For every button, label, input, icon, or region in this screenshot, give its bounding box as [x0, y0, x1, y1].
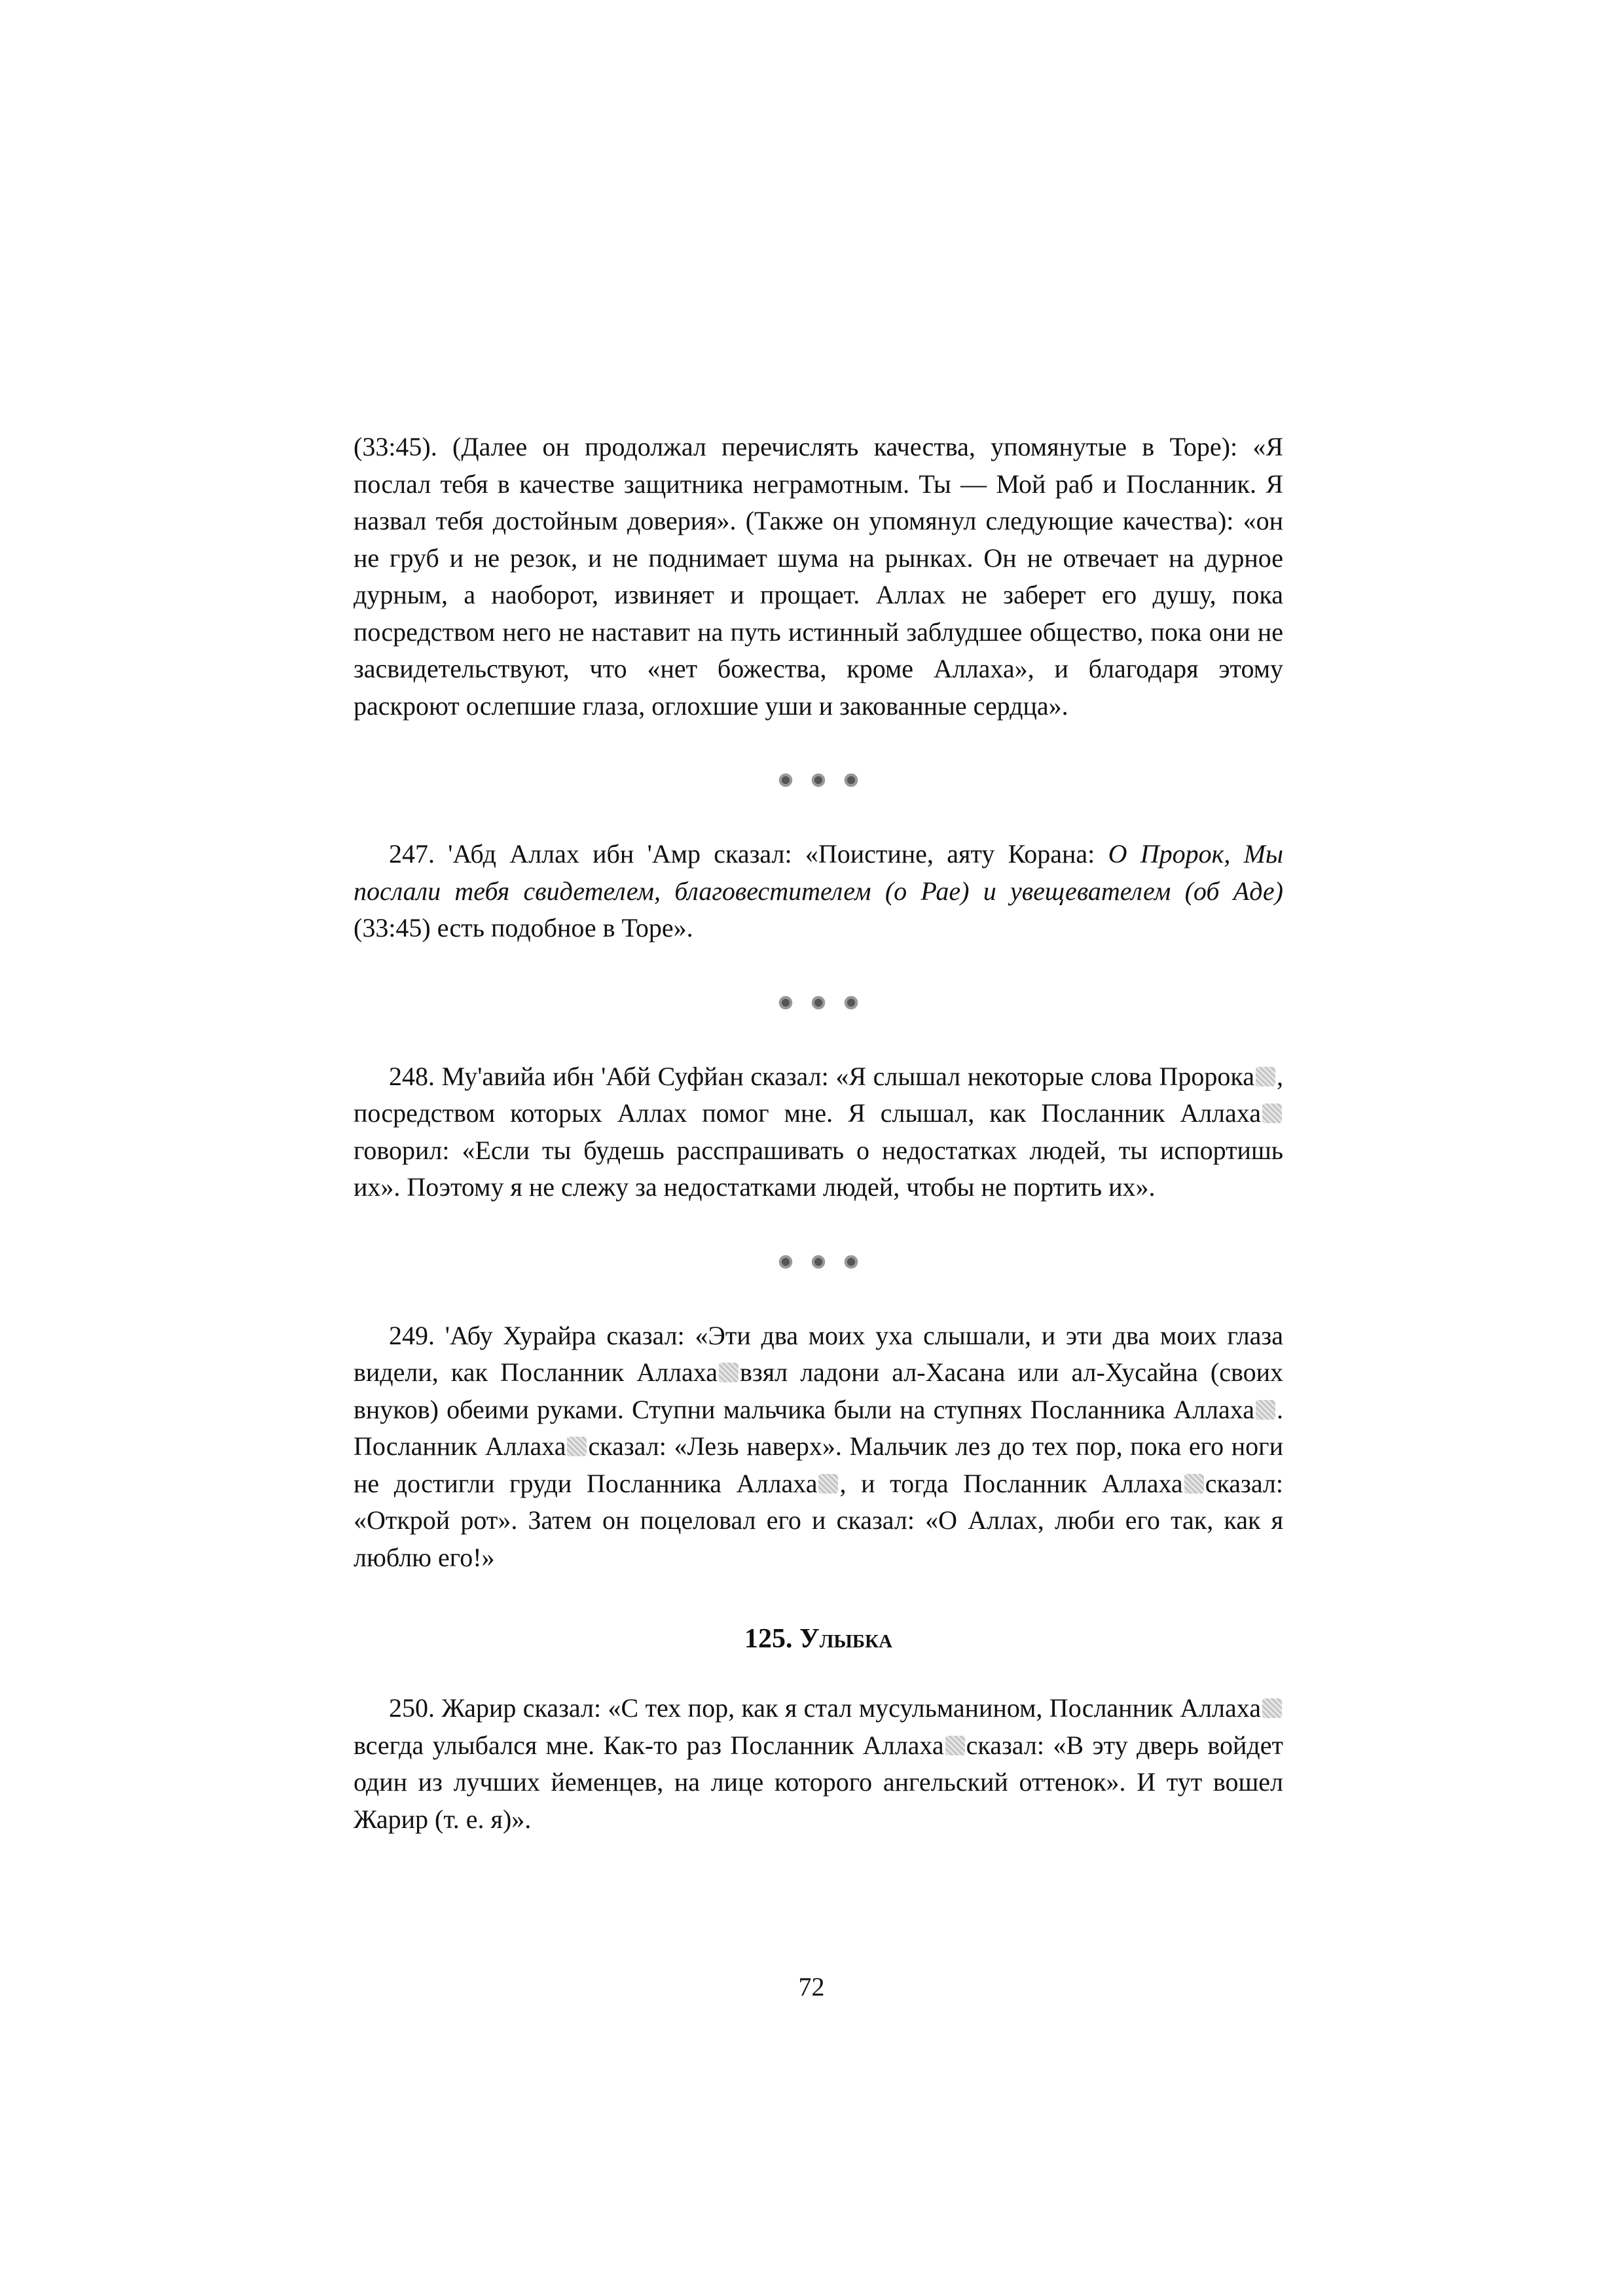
- ornament-icon: [811, 995, 826, 1011]
- page-number: 72: [798, 1972, 825, 2001]
- ornament-icon: [843, 1254, 859, 1270]
- hadith-249-text: 249. 'Абу Хурайра сказал: «Эти два моих уха слышали, и эти два моих глаза видели, как Посланник Аллаха: [354, 1320, 1283, 1387]
- ornament-icon: [811, 772, 826, 788]
- ornament-icon: [778, 1254, 793, 1270]
- salawat-icon: [719, 1363, 739, 1382]
- separator-ornament: [354, 725, 1283, 836]
- hadith-247-start: 247. 'Абд Аллах ибн 'Амр сказал: «Поистине, аяту Корана:: [389, 839, 1108, 869]
- hadith-250: [354, 1690, 1283, 1838]
- page-body: [354, 429, 1283, 1838]
- hadith-248-text: , посредством которых Аллах помог мне. Я слышал, как Посланник Аллаха: [354, 1061, 1283, 1128]
- hadith-249-text: сказал: «Открой рот». Затем он поцеловал его и сказал: «О Аллах, люби его так, как я люблю его!»: [354, 1468, 1284, 1572]
- ornament-icon: [778, 995, 793, 1011]
- ornament-icon: [843, 995, 859, 1011]
- ornament-icon: [843, 772, 859, 788]
- salawat-icon: [1184, 1474, 1204, 1494]
- salawat-icon: [1262, 1698, 1282, 1718]
- separator-ornament: [354, 1206, 1283, 1318]
- hadith-247: [354, 836, 1283, 947]
- hadith-248: [354, 1058, 1283, 1206]
- salawat-icon: [1256, 1067, 1275, 1086]
- hadith-247-quran-quote: О Пророк, Мы послали тебя свидетелем, благовестителем (о Рае) и увещевателем (об Аде): [354, 839, 1283, 906]
- hadith-249-text: сказал: «Лезь наверх». Мальчик лез до тех пор, пока его ноги не достигли груди Посланника Аллаха: [354, 1431, 1283, 1498]
- section-number: 125.: [744, 1624, 793, 1654]
- salawat-icon: [818, 1474, 838, 1494]
- section-heading: [354, 1623, 1283, 1655]
- hadith-248-text: 248. Му'авийа ибн 'Абй Суфйан сказал: «Я слышал некоторые слова Пророка: [389, 1061, 1254, 1091]
- section-title: Улыбка: [799, 1624, 893, 1654]
- hadith-250-text: сказал: «В эту дверь войдет один из лучших йеменцев, на лице которого ангельский оттенок». И тут вошел Жарир (т. е. я)».: [354, 1730, 1284, 1834]
- paragraph-continuation: (33:45). (Далее он продолжал перечислять качества, упомянутые в Торе): «Я послал тебя в качестве защитника неграмотным. Ты — Мой раб и Посланник. Я назвал тебя достойным доверия». (Также он упомянул следующие качества): «он не груб и не резок, и не поднимает шума на рынках. Он не отвечает на дурное дурным, а наоборот, извиняет и прощает. Аллах не заберет его душу, пока посредством него не наставит на путь истинный заблудшее общество, пока они не засвидетельствуют, что «нет божества, кроме Аллаха», и благодаря этому раскроют ослепшие глаза, оглохшие уши и закованные сердца».: [354, 432, 1283, 721]
- salawat-icon: [945, 1736, 965, 1755]
- ornament-icon: [778, 772, 793, 788]
- hadith-249-text: , и тогда Посланник Аллаха: [839, 1468, 1183, 1498]
- hadith-247-end: (33:45) есть подобное в Торе».: [354, 913, 693, 942]
- hadith-248-text: говорил: «Если ты будешь расспрашивать о недостатках людей, ты испортишь их». Поэтому я не слежу за недостатками людей, чтобы не портить их».: [354, 1135, 1283, 1202]
- separator-ornament: [354, 947, 1283, 1058]
- hadith-250-text: всегда улыбался мне. Как-то раз Посланник Аллаха: [354, 1730, 944, 1760]
- salawat-icon: [1256, 1400, 1275, 1420]
- hadith-249-text: взял ладони ал-Хасана или ал-Хусайна (своих внуков) обеими руками. Ступни мальчика были на ступнях Посланника Аллаха: [354, 1357, 1283, 1424]
- salawat-icon: [567, 1437, 587, 1456]
- salawat-icon: [1262, 1103, 1282, 1123]
- hadith-250-text: 250. Жарир сказал: «С тех пор, как я стал мусульманином, Посланник Аллаха: [389, 1693, 1261, 1723]
- ornament-icon: [811, 1254, 826, 1270]
- hadith-249: [354, 1318, 1283, 1577]
- hadith-249-text: . Посланник Аллаха: [354, 1394, 1283, 1461]
